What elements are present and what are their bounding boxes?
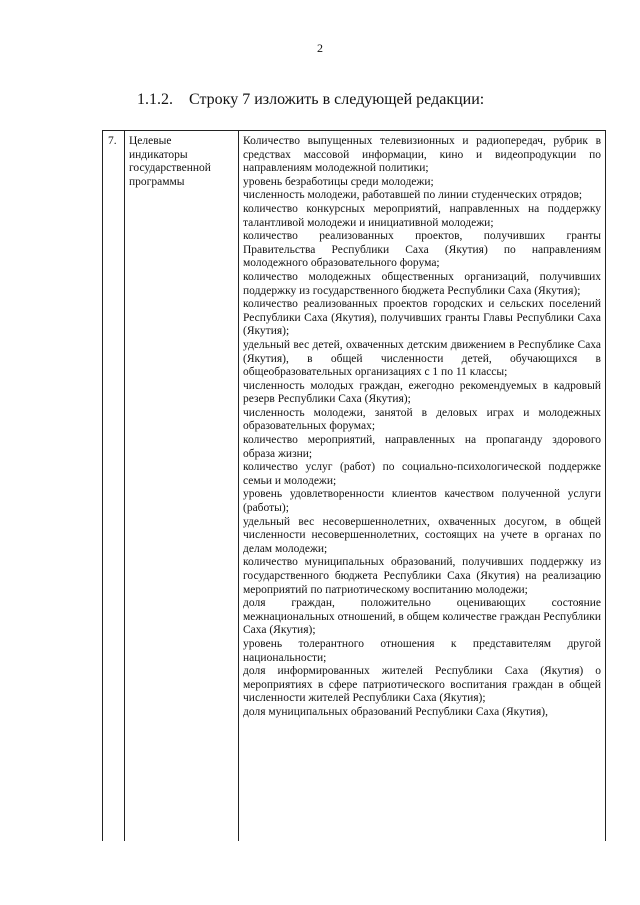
indicator-item: количество муниципальных образований, получивших поддержку из государственного бюджета Республики Саха (Якутия) на реализацию мероприятий по патриотическому воспитанию молодежи; <box>243 556 601 596</box>
indicator-item: количество мероприятий, направленных на пропаганду здорового образа жизни; <box>243 434 601 460</box>
row-label-line: государственной <box>129 162 211 175</box>
row-number: 7. <box>108 135 117 147</box>
indicator-item: численность молодежи, занятой в деловых играх и молодежных образовательных форумах; <box>243 406 601 433</box>
indicator-item: численность молодых граждан, ежегодно рекомендуемых в кадровый резерв Республики Саха (Якутия); <box>243 379 601 406</box>
indicator-item: уровень толерантного отношения к представителям другой национальности; <box>243 637 601 664</box>
indicator-item: количество реализованных проектов, получивших гранты Правительства Республики Саха (Якутия) по направлениям молодежного образовательного форума; <box>243 230 601 270</box>
section-number: 1.1.2. <box>137 91 173 108</box>
indicator-item: количество реализованных проектов городских и сельских поселений Республики Саха (Якутия), получивших гранты Главы Республики Саха (Якутия); <box>243 298 601 338</box>
section-text: Строку 7 изложить в следующей редакции: <box>189 91 485 108</box>
row-label <box>129 135 235 189</box>
indicator-item: уровень удовлетворенности клиентов качеством полученной услуги (работы); <box>243 488 601 515</box>
indicator-item: уровень безработицы среди молодежи; <box>243 175 434 188</box>
row-label-line: Целевые <box>129 135 172 147</box>
indicator-item: Количество выпущенных телевизионных и радиопередач, рубрик в средствах массовой информации, кино и видеопродукции по направлениям молодежной политики; <box>243 135 601 175</box>
indicator-item: доля муниципальных образований Республики Саха (Якутия), <box>243 705 549 718</box>
indicator-item: доля информированных жителей Республики Саха (Якутия) о мероприятиях в сфере патриотического воспитания граждан в общей численности жителей Республики Саха (Якутия); <box>243 665 601 705</box>
indicator-list <box>243 135 601 720</box>
indicators-table <box>102 130 606 841</box>
indicator-item: доля граждан, положительно оценивающих состояние межнациональных отношений, в общем количестве граждан Республики Саха (Якутия); <box>243 597 601 637</box>
indicator-item: количество конкурсных мероприятий, направленных на поддержку талантливой молодежи и инициативной молодежи; <box>243 202 601 229</box>
row-label-line: программы <box>129 175 185 188</box>
page-number: 2 <box>317 41 323 55</box>
indicator-item: количество услуг (работ) по социально-психологической поддержке семьи и молодежи; <box>243 461 601 487</box>
section-heading <box>137 90 484 110</box>
indicator-item: численность молодежи, работавшей по линии студенческих отрядов; <box>243 189 583 202</box>
table-column-divider <box>124 131 125 841</box>
table-column-divider <box>238 131 239 841</box>
row-label-line: индикаторы <box>129 148 188 161</box>
indicator-item: удельный вес детей, охваченных детским движением в Республике Саха (Якутия), в общей численности детей, обучающихся в общеобразовательных организациях с 1 по 11 классы; <box>243 338 601 379</box>
indicator-item: удельный вес несовершеннолетних, охваченных досугом, в общей численности несовершеннолетних, состоящих на учете в органах по делам молодежи; <box>243 515 601 555</box>
indicator-item: количество молодежных общественных организаций, получивших поддержку из государственного бюджета Республики Саха (Якутия); <box>243 270 601 297</box>
